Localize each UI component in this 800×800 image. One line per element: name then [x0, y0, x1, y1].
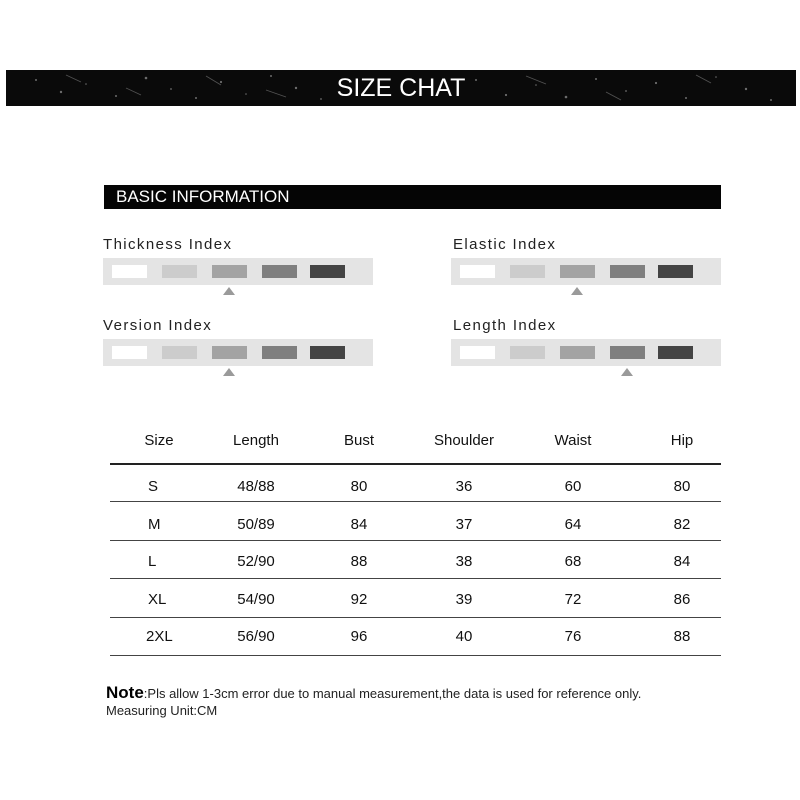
column-header-bust: Bust — [343, 432, 375, 449]
cell-bust: 88 — [350, 553, 368, 570]
cell-bust: 96 — [350, 628, 368, 645]
cell-hip: 82 — [673, 516, 691, 533]
version-index-marker-icon — [223, 368, 235, 376]
scale-swatch — [460, 265, 495, 278]
scale-swatch — [510, 265, 545, 278]
scale-swatch — [112, 346, 147, 359]
cell-waist: 72 — [564, 591, 582, 608]
cell-size: XL — [148, 591, 167, 608]
scale-swatch — [262, 346, 297, 359]
header-divider — [110, 463, 721, 465]
cell-size: S — [148, 478, 159, 495]
cell-size: L — [148, 553, 157, 570]
note-label: Note — [106, 683, 144, 702]
cell-shoulder: 40 — [455, 628, 473, 645]
scale-swatch — [310, 265, 345, 278]
column-header-length: Length — [233, 432, 279, 449]
title-banner — [6, 70, 796, 106]
cell-waist: 64 — [564, 516, 582, 533]
scale-swatch — [162, 265, 197, 278]
elastic-index-marker-icon — [571, 287, 583, 295]
cell-shoulder: 39 — [455, 591, 473, 608]
row-divider — [110, 617, 721, 618]
cell-hip: 84 — [673, 553, 691, 570]
section-heading: BASIC INFORMATION — [116, 187, 290, 206]
page-title: SIZE CHAT — [336, 74, 466, 102]
cell-size: M — [148, 516, 161, 533]
thickness-index-label: Thickness Index — [103, 236, 233, 253]
scale-swatch — [212, 265, 247, 278]
cell-shoulder: 36 — [455, 478, 473, 495]
cell-bust: 84 — [350, 516, 368, 533]
elastic-index-label: Elastic Index — [453, 236, 557, 253]
cell-size: 2XL — [146, 628, 173, 645]
column-header-waist: Waist — [554, 432, 592, 449]
length-index-marker-icon — [621, 368, 633, 376]
scale-swatch — [212, 346, 247, 359]
note-text: :Pls allow 1-3cm error due to manual measurement,the data is used for reference only. — [143, 686, 642, 701]
cell-length: 52/90 — [237, 553, 275, 570]
cell-length: 48/88 — [237, 478, 275, 495]
version-index-scale — [103, 339, 373, 366]
length-index-label: Length Index — [453, 317, 557, 334]
cell-waist: 76 — [564, 628, 582, 645]
column-header-hip: Hip — [670, 432, 694, 449]
scale-swatch — [560, 346, 595, 359]
scale-swatch — [610, 346, 645, 359]
measuring-unit: Measuring Unit:CM — [106, 703, 218, 718]
elastic-index-scale — [451, 258, 721, 285]
scale-swatch — [460, 346, 495, 359]
row-divider — [110, 501, 721, 502]
scale-swatch — [262, 265, 297, 278]
cell-bust: 80 — [350, 478, 368, 495]
scale-swatch — [112, 265, 147, 278]
cell-hip: 80 — [673, 478, 691, 495]
cell-waist: 60 — [564, 478, 582, 495]
cell-hip: 88 — [673, 628, 691, 645]
scale-swatch — [560, 265, 595, 278]
row-divider — [110, 578, 721, 579]
thickness-index-scale — [103, 258, 373, 285]
row-divider — [110, 655, 721, 656]
scale-swatch — [162, 346, 197, 359]
cell-length: 54/90 — [237, 591, 275, 608]
thickness-index-marker-icon — [223, 287, 235, 295]
scale-swatch — [658, 265, 693, 278]
cell-shoulder: 38 — [455, 553, 473, 570]
column-header-size: Size — [144, 432, 174, 449]
length-index-scale — [451, 339, 721, 366]
cell-length: 56/90 — [237, 628, 275, 645]
cell-length: 50/89 — [237, 516, 275, 533]
row-divider — [110, 540, 721, 541]
cell-hip: 86 — [673, 591, 691, 608]
scale-swatch — [610, 265, 645, 278]
note — [106, 684, 641, 719]
scale-swatch — [510, 346, 545, 359]
version-index-label: Version Index — [103, 317, 213, 334]
scale-swatch — [658, 346, 693, 359]
cell-waist: 68 — [564, 553, 582, 570]
cell-bust: 92 — [350, 591, 368, 608]
cell-shoulder: 37 — [455, 516, 473, 533]
section-heading-bar — [104, 185, 721, 209]
scale-swatch — [310, 346, 345, 359]
column-header-shoulder: Shoulder — [433, 432, 495, 449]
